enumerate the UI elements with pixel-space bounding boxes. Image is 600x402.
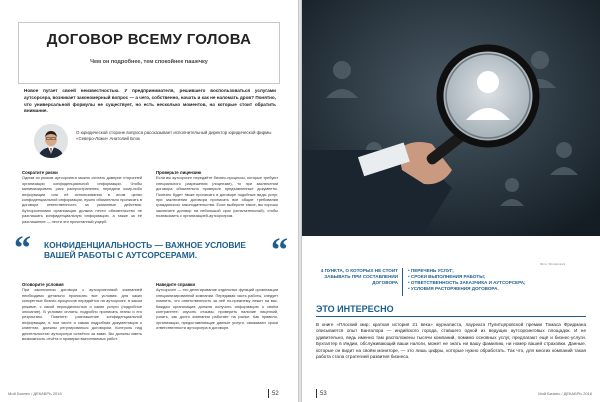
lead-paragraph: Новое пугает своей неизвестностью. У предпринимателя, решившего воспользоваться услугами аутсорсера, возникает закономерный вопрос — а чего, собственно, начать и как не наломать дров? Понятно, что универсальной формулы не существует, но есть несколько моментов, на которые стоит обратить внимание.: [24, 88, 276, 114]
column-4: [156, 282, 278, 331]
column-4-heading: Наведите справки: [156, 282, 195, 287]
info-list-item: • УСЛОВИЯ РАСТОРЖЕНИЯ ДОГОВОРА.: [408, 286, 598, 292]
open-quote-icon: “: [14, 230, 31, 267]
left-footer: Мой Бизнес / ДЕКАБРЬ 2016: [8, 391, 62, 396]
left-page-number-bar: [268, 389, 269, 398]
info-box-heading: 4 ПУНКТА, О КОТОРЫХ НЕ СТОИТ ЗАБЫВАТЬ ПРИ СОСТАВЛЕНИИ ДОГОВОРА: [314, 268, 403, 296]
right-page-number-bar: [316, 389, 317, 398]
right-page: [302, 0, 600, 402]
close-quote-icon: “: [271, 232, 288, 269]
info-list-item: • ОТВЕТСТВЕННОСТЬ ЗАКАЗЧИКА И АУТСОРСЕРА;: [408, 280, 598, 286]
column-1-heading: Сократите риски: [22, 170, 58, 175]
portrait-illustration: [34, 124, 68, 158]
author-bio: О юридической стороне вопроса рассказывает исполнительный директор юридической фирмы «Северо-Ложи» Анатолий Блок: [76, 130, 272, 141]
column-3-text: При заключении договора с аутсорсинговой компанией необходимо детально прописать все условия: для каких конкретных бизнес-процессов передаётся на аутсорсинг, в каком режиме, с какой периодичностью и какие услуги (подробное описание). В условии оплаты, подробно прописать этапы и его результаты. Помните: разглашение конфиденциальной информации, в том числе и самая подробная документация о клиентах, должны регулироваться договором. Контроль над деятельностью аутсорсера остаётся за вами. Вы должны иметь возможность отчёта и проверки выполняемых работ.: [22, 287, 142, 342]
column-1-text: Одним из рисков аутсорсинга можно считать доверие сторонней организации конфиденциальной информации. Чтобы минимизировать риск распространения, передачи кому-либо информации или её использования в ином целях конфиденциальной информации, нужно обязательно прописать в договоре ответственность за указанные действия. Аутсорсинговая организация должна нести обязательство не разглашать конфиденциальную информацию, а также за её разглашение — нести эти прочитанный ущерб.: [22, 175, 142, 224]
left-page-number: 52: [272, 391, 279, 397]
info-list-item: • СРОКИ ВЫПОЛНЕНИЯ РАБОТЫ;: [408, 274, 598, 280]
magnifier-illustration: [302, 0, 600, 236]
column-1: [22, 170, 142, 224]
magnifier-photo: [302, 0, 600, 236]
info-list: [408, 268, 598, 292]
column-2-heading: Проверьте лицензию: [156, 170, 202, 175]
column-3-heading: Оговорите условия: [22, 282, 64, 287]
article-subtitle: Чем он подробнее, тем спокойнее пашечку: [90, 59, 208, 65]
right-footer: Мой Бизнес / ДЕКАБРЬ 2016: [538, 391, 592, 396]
author-portrait: [34, 124, 68, 158]
left-page: [0, 0, 298, 402]
column-2: [156, 170, 278, 219]
pull-quote: [10, 232, 294, 278]
info-block: [302, 268, 600, 298]
column-3: [22, 282, 142, 341]
column-4-text: Аутсорсинг — это делегирование отдельных функций организации специализированной компании. Передавая часть работы, следует помнить, что ответственность за неё по-прежнему лежит на вас. Каждая организация должна получить информацию о своём контрагенте: изучить отзывы, проверить наличие лицензий, узнать, как долго компания работает на рынке. Как правило, организации, предоставляющие данные услуги, связывают сроки ответственности аутсорсера в договоре.: [156, 287, 278, 331]
article-title: ДОГОВОР ВСЕМУ ГОЛОВА: [46, 31, 252, 48]
right-page-number: 53: [320, 391, 327, 397]
photo-credit: Фото: Shutterstock: [540, 262, 566, 266]
interest-heading: ЭТО ИНТЕРЕСНО: [316, 304, 394, 314]
info-list-item: • ПЕРЕЧЕНЬ УСЛУГ;: [408, 268, 598, 274]
title-box: [18, 22, 280, 84]
column-2-text: Если вы аутсорсинг передаёте бизнес-процессы, которые требуют специального разрешения (лицензии), то при заключении договора обязательно проверьте предъявленные документы. Полезно будет также прописать в договоре подобные виды услуг, при заключении договора прописать все общие требования гражданского законодательства. Если выберите такое, вы хорошо заключите договор на небольшой срок (испытательный), чтобы познакомить с организацией-аутсорсером.: [156, 175, 278, 219]
interest-divider: [316, 316, 586, 317]
pull-quote-text: КОНФИДЕНЦИАЛЬНОСТЬ — ВАЖНОЕ УСЛОВИЕ ВАШЕЙ РАБОТЫ С АУТСОРСЕРАМИ.: [44, 240, 247, 260]
interest-text: В книге «Плоский мир: краткая история 21 века» журналиста, лауреата Пулитцеровской премии Томаса Фридмана описывается опыт Бангалора — индийского города, ставшего одной из ведущих аутсорсинговых площадок. И не удивительно, ведь именно там расположены тысячи компаний, помимо основных услуг, предлагают ещё и бизнес-услуги. Бухгалтер в Индии, обслуживающий ваши налоги, может не знать ни вашу фамилию, ни номер вашей страховки. Данные, которые он видит на своём мониторе, — это лишь цифры, которые нужно обработать. Так что, для многих компаний такая работа стала стратегией развития бизнеса.: [316, 322, 586, 360]
